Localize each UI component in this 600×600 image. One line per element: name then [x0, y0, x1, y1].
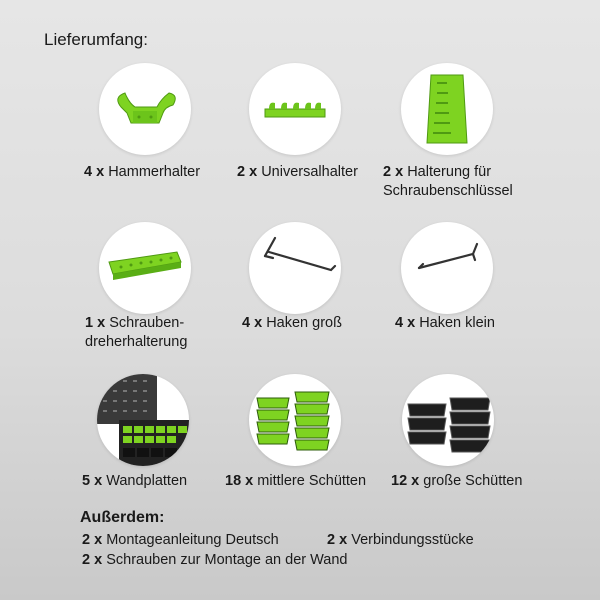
large-hook-image	[249, 222, 341, 314]
hammer-holder-icon	[99, 63, 191, 155]
screwdriver-holder-icon	[99, 222, 191, 314]
page-heading: Lieferumfang:	[44, 30, 148, 49]
large-bins-image	[402, 374, 494, 466]
caption-screwdriver-holder: 1 x Schrauben- dreherhalterung	[85, 315, 188, 350]
screwdriver-holder-image	[99, 222, 191, 314]
medium-bins-icon	[249, 374, 341, 466]
caption-universal-holder: 2 x Universalhalter	[237, 164, 358, 180]
small-hook-image	[401, 222, 493, 314]
universal-holder-icon	[249, 63, 341, 155]
large-hook-icon	[249, 222, 341, 314]
wall-panel-image	[97, 374, 189, 466]
wall-panel-icon	[97, 374, 189, 466]
caption-large-bins: 12 x große Schütten	[391, 473, 523, 489]
wrench-holder-icon	[401, 63, 493, 155]
large-bins-icon	[402, 374, 494, 466]
extra-connectors: 2 x Verbindungsstücke	[327, 532, 474, 548]
caption-large-hook: 4 x Haken groß	[242, 315, 342, 331]
caption-hammer-holder: 4 x Hammerhalter	[84, 164, 201, 180]
extra-screws: 2 x Schrauben zur Montage an der Wand	[82, 552, 348, 568]
small-hook-icon	[401, 222, 493, 314]
wrench-holder-image	[401, 63, 493, 155]
caption-wrench-holder: 2 x Halterung für Schraubenschlüssel	[383, 164, 513, 199]
universal-holder-image	[249, 63, 341, 155]
medium-bins-image	[249, 374, 341, 466]
caption-small-hook: 4 x Haken klein	[395, 315, 495, 331]
hammer-holder-image	[99, 63, 191, 155]
extras-title: Außerdem:	[80, 509, 165, 526]
caption-wall-panels: 5 x Wandplatten	[82, 473, 188, 489]
caption-medium-bins: 18 x mittlere Schütten	[225, 473, 367, 489]
extra-manual: 2 x Montageanleitung Deutsch	[82, 532, 279, 548]
